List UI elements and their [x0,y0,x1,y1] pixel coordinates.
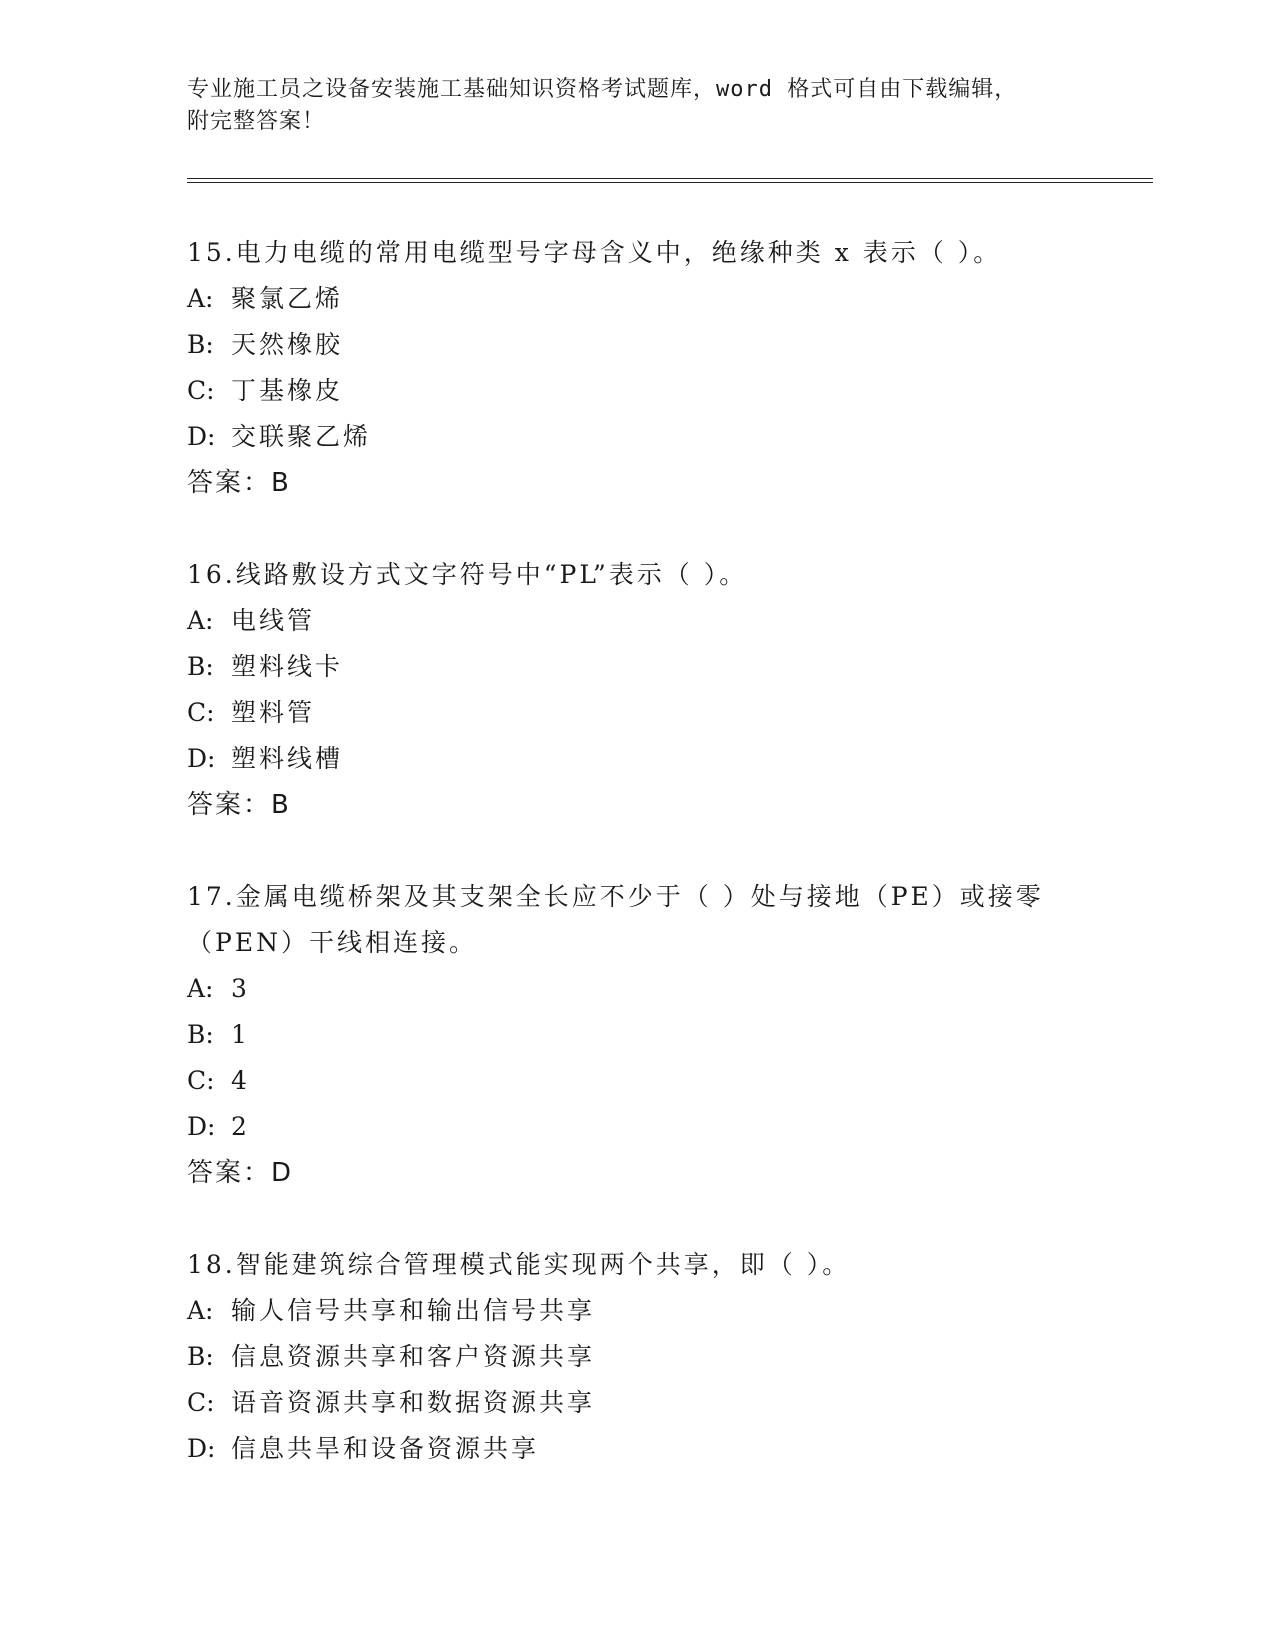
document-header [187,74,1087,138]
option-text: 信息资源共享和客户资源共享 [231,1342,596,1371]
option-c [187,1058,1087,1104]
question-stem: 18.智能建筑综合管理模式能实现两个共享，即（ ）。 [187,1250,851,1279]
option-text: 塑料线卡 [231,652,344,681]
answer: 答案：D [187,1158,294,1188]
question-15 [187,230,1087,506]
option-c [187,368,1087,414]
option-label: A: [187,284,214,313]
option-label: B: [187,330,214,359]
option-label: C: [187,1066,215,1095]
option-text: 输人信号共享和输出信号共享 [231,1296,596,1325]
option-label: D: [187,744,216,773]
option-c [187,690,1087,736]
option-a [187,276,1087,322]
option-d [187,414,1087,460]
option-c [187,1380,1087,1426]
option-label: B: [187,1342,214,1371]
option-text: 丁基橡皮 [231,376,344,405]
question-stem: 17.金属电缆桥架及其支架全长应不少于（ ）处与接地（PE）或接零 [187,882,1044,911]
question-18 [187,1242,1087,1472]
header-divider-bottom [187,182,1153,183]
option-label: B: [187,1020,214,1049]
option-label: C: [187,1388,215,1417]
option-d [187,736,1087,782]
option-d [187,1426,1087,1472]
option-text: 塑料管 [231,698,316,727]
question-17 [187,874,1087,1196]
option-a [187,1288,1087,1334]
option-text: 2 [231,1112,250,1141]
option-label: B: [187,652,214,681]
option-text: 聚氯乙烯 [231,284,344,313]
option-b [187,1334,1087,1380]
option-b [187,1012,1087,1058]
option-label: D: [187,1112,216,1141]
question-16 [187,552,1087,828]
option-label: A: [187,1296,214,1325]
option-a [187,598,1087,644]
header-divider-top [187,178,1153,179]
question-stem: 16.线路敷设方式文字符号中“PL”表示（ ）。 [187,560,748,589]
option-text: 1 [231,1020,250,1049]
option-text: 天然橡胶 [231,330,344,359]
option-label: A: [187,974,214,1003]
answer: 答案：B [187,790,291,820]
option-label: D: [187,422,216,451]
option-text: 交联聚乙烯 [231,422,372,451]
option-b [187,322,1087,368]
option-label: C: [187,376,215,405]
option-label: D: [187,1434,216,1463]
option-text: 3 [231,974,250,1003]
question-stem-continued: （PEN）干线相连接。 [187,928,477,957]
answer: 答案：B [187,468,291,498]
option-a [187,966,1087,1012]
header-line-2: 附完整答案！ [187,109,326,134]
option-text: 4 [231,1066,250,1095]
option-b [187,644,1087,690]
question-stem: 15.电力电缆的常用电缆型号字母含义中，绝缘种类 x 表示（ ）。 [187,238,1002,267]
option-text: 信息共旱和设备资源共享 [231,1434,540,1463]
option-text: 塑料线槽 [231,744,344,773]
option-text: 语音资源共享和数据资源共享 [231,1388,596,1417]
option-label: C: [187,698,215,727]
option-d [187,1104,1087,1150]
header-line-1: 专业施工员之设备安装施工基础知识资格考试题库，word 格式可自由下载编辑， [187,77,1018,102]
option-label: A: [187,606,214,635]
option-text: 电线管 [231,606,316,635]
